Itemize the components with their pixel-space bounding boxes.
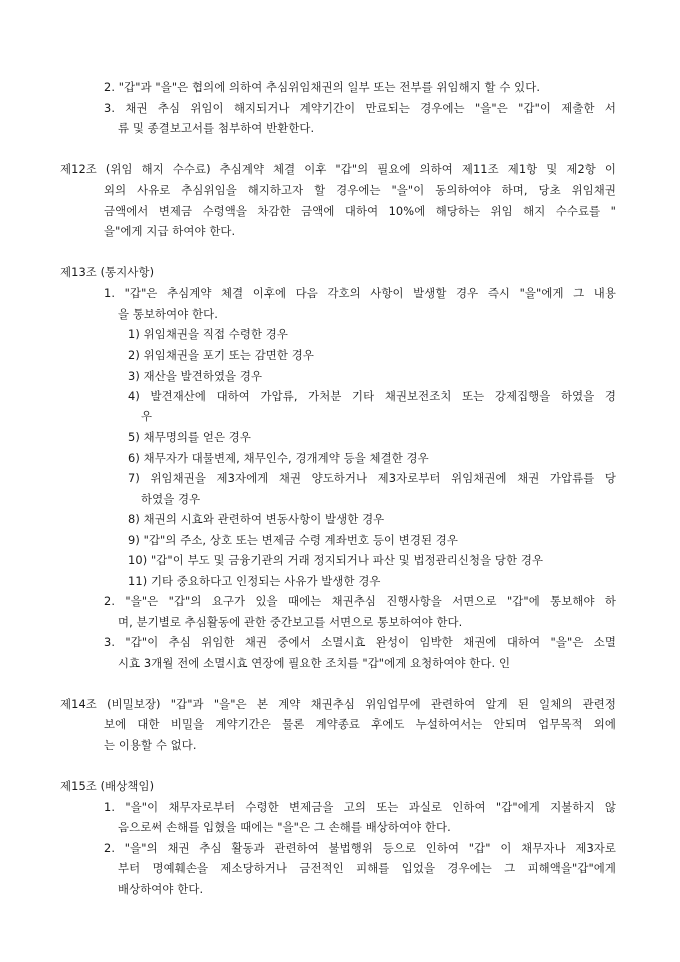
art15-item2-line2: 부터 명예훼손을 제소당하거나 금전적인 피해를 입었을 경우에는 그 피해액을"갑"에게 [118,861,616,875]
art13-sub4-line1: 4) 발견재산에 대하여 가압류, 가처분 기타 채권보전조치 또는 강제집행을 하였을 경 [128,389,616,403]
art13-sub6: 6) 채무자가 대물변제, 채무인수, 경개계약 등을 체결한 경우 [128,451,429,465]
art13-item1-line2: 을 통보하여야 한다. [118,307,218,321]
art13-item1-line1: 1. "갑"은 추심계약 체결 이후에 다음 각호의 사항이 발생할 경우 즉시 "을"에게 그 내용 [104,286,616,300]
art13-sub3: 3) 재산을 발견하였을 경우 [128,369,263,383]
art15-item1-line1: 1. "을"이 채무자로부터 수령한 변제금을 고의 또는 과실로 인하여 "갑"에게 지불하지 않 [104,800,616,814]
art13-sub10: 10) "갑"이 부도 및 금융기관의 거래 정지되거나 파산 및 법정관리신청을 당한 경우 [128,553,544,567]
art13-sub11: 11) 기타 중요하다고 인정되는 사유가 발생한 경우 [128,574,381,588]
art13-sub1: 1) 위임채권을 직접 수령한 경우 [128,327,289,341]
art12-line2: 외의 사유로 추심위임을 해지하고자 할 경우에는 "을"이 동의하여야 하며, 당초 위임채권 [104,183,616,197]
art12-line1: 제12조 (위임 해지 수수료) 추심계약 체결 이후 "갑"의 필요에 의하여 제11조 제1항 및 제2항 이 [60,162,616,176]
art13-item3-line1: 3. "갑"이 추심 위임한 채권 중에서 소멸시효 완성이 임박한 채권에 대하여 "을"은 소멸 [104,635,616,649]
art13-sub5: 5) 채무명의를 얻은 경우 [128,430,251,444]
art13-sub9: 9) "갑"의 주소, 상호 또는 변제금 수령 계좌번호 등이 변경된 경우 [128,533,458,547]
art11-item2: 2. "갑"과 "을"은 협의에 의하여 추심위임채권의 일부 또는 전부를 위임해지 할 수 있다. [104,80,541,94]
art14-line2: 보에 대한 비밀을 계약기간은 물론 계약종료 후에도 누설하여서는 안되며 업무목적 외에 [104,717,616,731]
art11-item3-line2: 류 및 종결보고서를 첨부하여 반환한다. [118,121,315,135]
art13-heading: 제13조 (통지사항) [60,265,155,279]
art13-sub4-line2: 우 [141,409,153,423]
art12-line3: 금액에서 변제금 수령액을 차감한 금액에 대하여 10%에 해당하는 위임 해지 수수료를 " [104,204,616,218]
art15-heading: 제15조 (배상책임) [60,779,155,793]
art13-item2-line2: 며, 분기별로 추심활동에 관한 중간보고를 서면으로 통보하여야 한다. [118,615,463,629]
art12-line4: 을"에게 지급 하여야 한다. [104,224,236,238]
art15-item2-line3: 배상하여야 한다. [118,882,204,896]
art14-line1: 제14조 (비밀보장) "갑"과 "을"은 본 계약 채권추심 위임업무에 관련하여 알게 된 일체의 관련정 [60,697,616,711]
art13-sub2: 2) 위임채권을 포기 또는 감면한 경우 [128,348,314,362]
art13-item3-line2: 시효 3개월 전에 소멸시효 연장에 필요한 조치를 "갑"에게 요청하여야 한다. 인 [118,656,511,670]
art14-line3: 는 이용할 수 없다. [104,738,197,752]
art13-sub7-line1: 7) 위임채권을 제3자에게 채권 양도하거나 제3자로부터 위임채권에 채권 가압류를 당 [128,471,616,485]
art13-sub8: 8) 채권의 시효와 관련하여 변동사항이 발생한 경우 [128,512,385,526]
art13-sub7-line2: 하였을 경우 [141,492,201,506]
art13-item2-line1: 2. "을"은 "갑"의 요구가 있을 때에는 채권추심 진행사항을 서면으로 "갑"에 통보해야 하 [104,594,616,608]
art15-item2-line1: 2. "을"의 채권 추심 활동과 관련하여 불법행위 등으로 인하여 "갑" 이 채무자나 제3자로 [104,841,616,855]
art11-item3-line1: 3. 채권 추심 위임이 해지되거나 계약기간이 만료되는 경우에는 "을"은 "갑"이 제출한 서 [104,101,616,115]
art15-item1-line2: 음으로써 손해를 입혔을 때에는 "을"은 그 손해를 배상하여야 한다. [118,820,451,834]
